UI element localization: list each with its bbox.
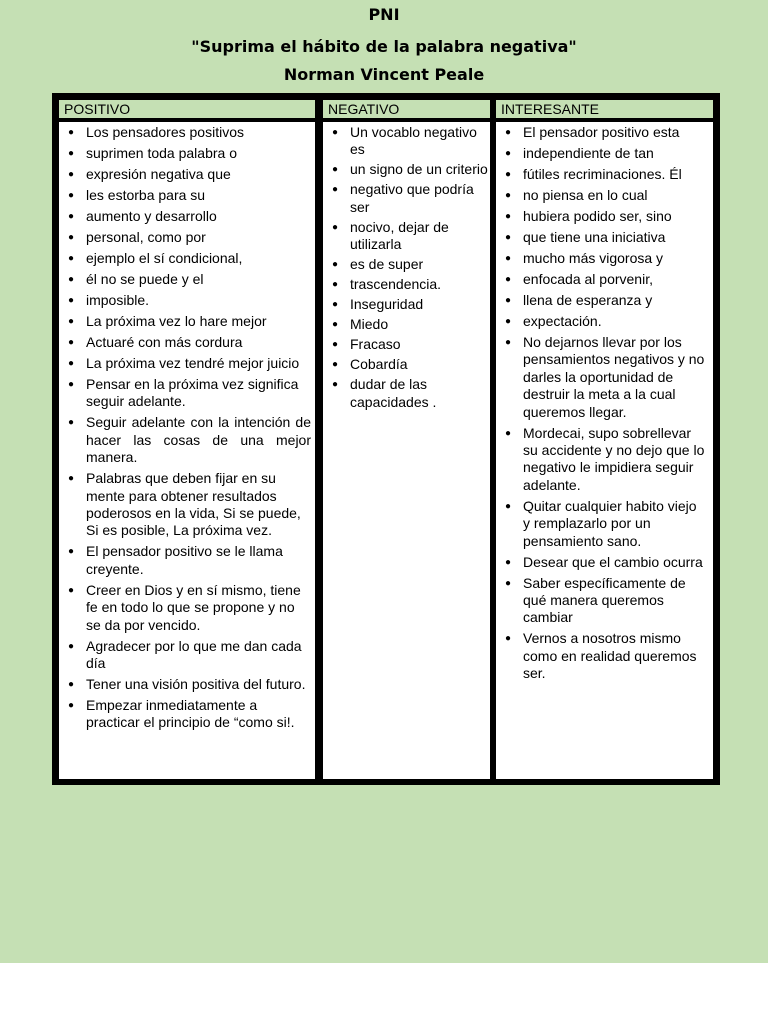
column-header-positivo: POSITIVO bbox=[59, 100, 315, 118]
list-item: ● enfocada al porvenir, bbox=[496, 271, 713, 288]
list-item: ● fútiles recriminaciones. Él bbox=[496, 166, 713, 183]
list-item: ● Empezar inmediatamente a practicar el principio de “como si!. bbox=[59, 697, 315, 732]
negativo-list bbox=[323, 122, 490, 411]
list-item: ● aumento y desarrollo bbox=[59, 208, 315, 225]
list-item: ● Quitar cualquier habito viejo y remplazarlo por un pensamiento sano. bbox=[496, 498, 713, 550]
list-item: ● No dejarnos llevar por los pensamientos negativos y no darles la oportunidad de destruir la meta a la cual queremos llegar. bbox=[496, 334, 713, 421]
list-item: ● Saber específicamente de qué manera queremos cambiar bbox=[496, 575, 713, 627]
list-item: ● Agradecer por lo que me dan cada día bbox=[59, 638, 315, 673]
document-title: PNI bbox=[368, 5, 400, 24]
list-item: ● personal, como por bbox=[59, 229, 315, 246]
pni-table bbox=[52, 93, 720, 785]
list-item: ● un signo de un criterio bbox=[323, 161, 490, 178]
list-item: ● es de super bbox=[323, 256, 490, 273]
list-item: ● Inseguridad bbox=[323, 296, 490, 313]
list-item: ● Actuaré con más cordura bbox=[59, 334, 315, 351]
list-item: ● llena de esperanza y bbox=[496, 292, 713, 309]
list-item: ● Miedo bbox=[323, 316, 490, 333]
list-item: ● El pensador positivo se le llama creyente. bbox=[59, 543, 315, 578]
interesante-list bbox=[496, 122, 713, 683]
list-item: ● suprimen toda palabra o bbox=[59, 145, 315, 162]
list-item: ● Desear que el cambio ocurra bbox=[496, 554, 713, 571]
list-item: ● independiente de tan bbox=[496, 145, 713, 162]
list-item: ● nocivo, dejar de utilizarla bbox=[323, 219, 490, 254]
list-item: ● él no se puede y el bbox=[59, 271, 315, 288]
positivo-list bbox=[59, 122, 315, 732]
list-item: ● expresión negativa que bbox=[59, 166, 315, 183]
document-subtitle: "Suprima el hábito de la palabra negativa" bbox=[191, 37, 577, 56]
list-item: ● dudar de las capacidades . bbox=[323, 376, 490, 411]
list-item: ● Vernos a nosotros mismo como en realidad queremos ser. bbox=[496, 630, 713, 682]
column-interesante bbox=[496, 122, 713, 779]
list-item: ● La próxima vez tendré mejor juicio bbox=[59, 355, 315, 372]
list-item: ● Mordecai, supo sobrellevar su accidente y no dejo que lo negativo le impidiera seguir adelante. bbox=[496, 425, 713, 495]
list-item: ● expectación. bbox=[496, 313, 713, 330]
column-positivo bbox=[59, 122, 315, 779]
list-item: ● hubiera podido ser, sino bbox=[496, 208, 713, 225]
list-item: ● Un vocablo negativo es bbox=[323, 124, 490, 159]
list-item: ● Palabras que deben fijar en su mente para obtener resultados poderosos en la vida, Si se puede, Si es posible, La próxima vez. bbox=[59, 470, 315, 540]
list-item: ● ejemplo el sí condicional, bbox=[59, 250, 315, 267]
list-item: ● Cobardía bbox=[323, 356, 490, 373]
column-header-negativo: NEGATIVO bbox=[323, 100, 490, 118]
list-item: ● Fracaso bbox=[323, 336, 490, 353]
list-item: ● La próxima vez lo hare mejor bbox=[59, 313, 315, 330]
document-author: Norman Vincent Peale bbox=[283, 65, 485, 84]
list-item: ● Creer en Dios y en sí mismo, tiene fe en todo lo que se propone y no se da por vencido. bbox=[59, 582, 315, 634]
column-negativo bbox=[323, 122, 490, 779]
list-item: ● no piensa en lo cual bbox=[496, 187, 713, 204]
list-item: ● mucho más vigorosa y bbox=[496, 250, 713, 267]
list-item: ● negativo que podría ser bbox=[323, 181, 490, 216]
list-item: ● imposible. bbox=[59, 292, 315, 309]
list-item: ● Pensar en la próxima vez significa seguir adelante. bbox=[59, 376, 315, 411]
list-item: ● que tiene una iniciativa bbox=[496, 229, 713, 246]
list-item: ● Tener una visión positiva del futuro. bbox=[59, 676, 315, 693]
list-item: ● El pensador positivo esta bbox=[496, 124, 713, 141]
list-item: ● Seguir adelante con la intención de hacer las cosas de una mejor manera. bbox=[59, 414, 315, 466]
list-item: ● Los pensadores positivos bbox=[59, 124, 315, 141]
column-header-interesante: INTERESANTE bbox=[496, 100, 713, 118]
list-item: ● les estorba para su bbox=[59, 187, 315, 204]
list-item: ● trascendencia. bbox=[323, 276, 490, 293]
